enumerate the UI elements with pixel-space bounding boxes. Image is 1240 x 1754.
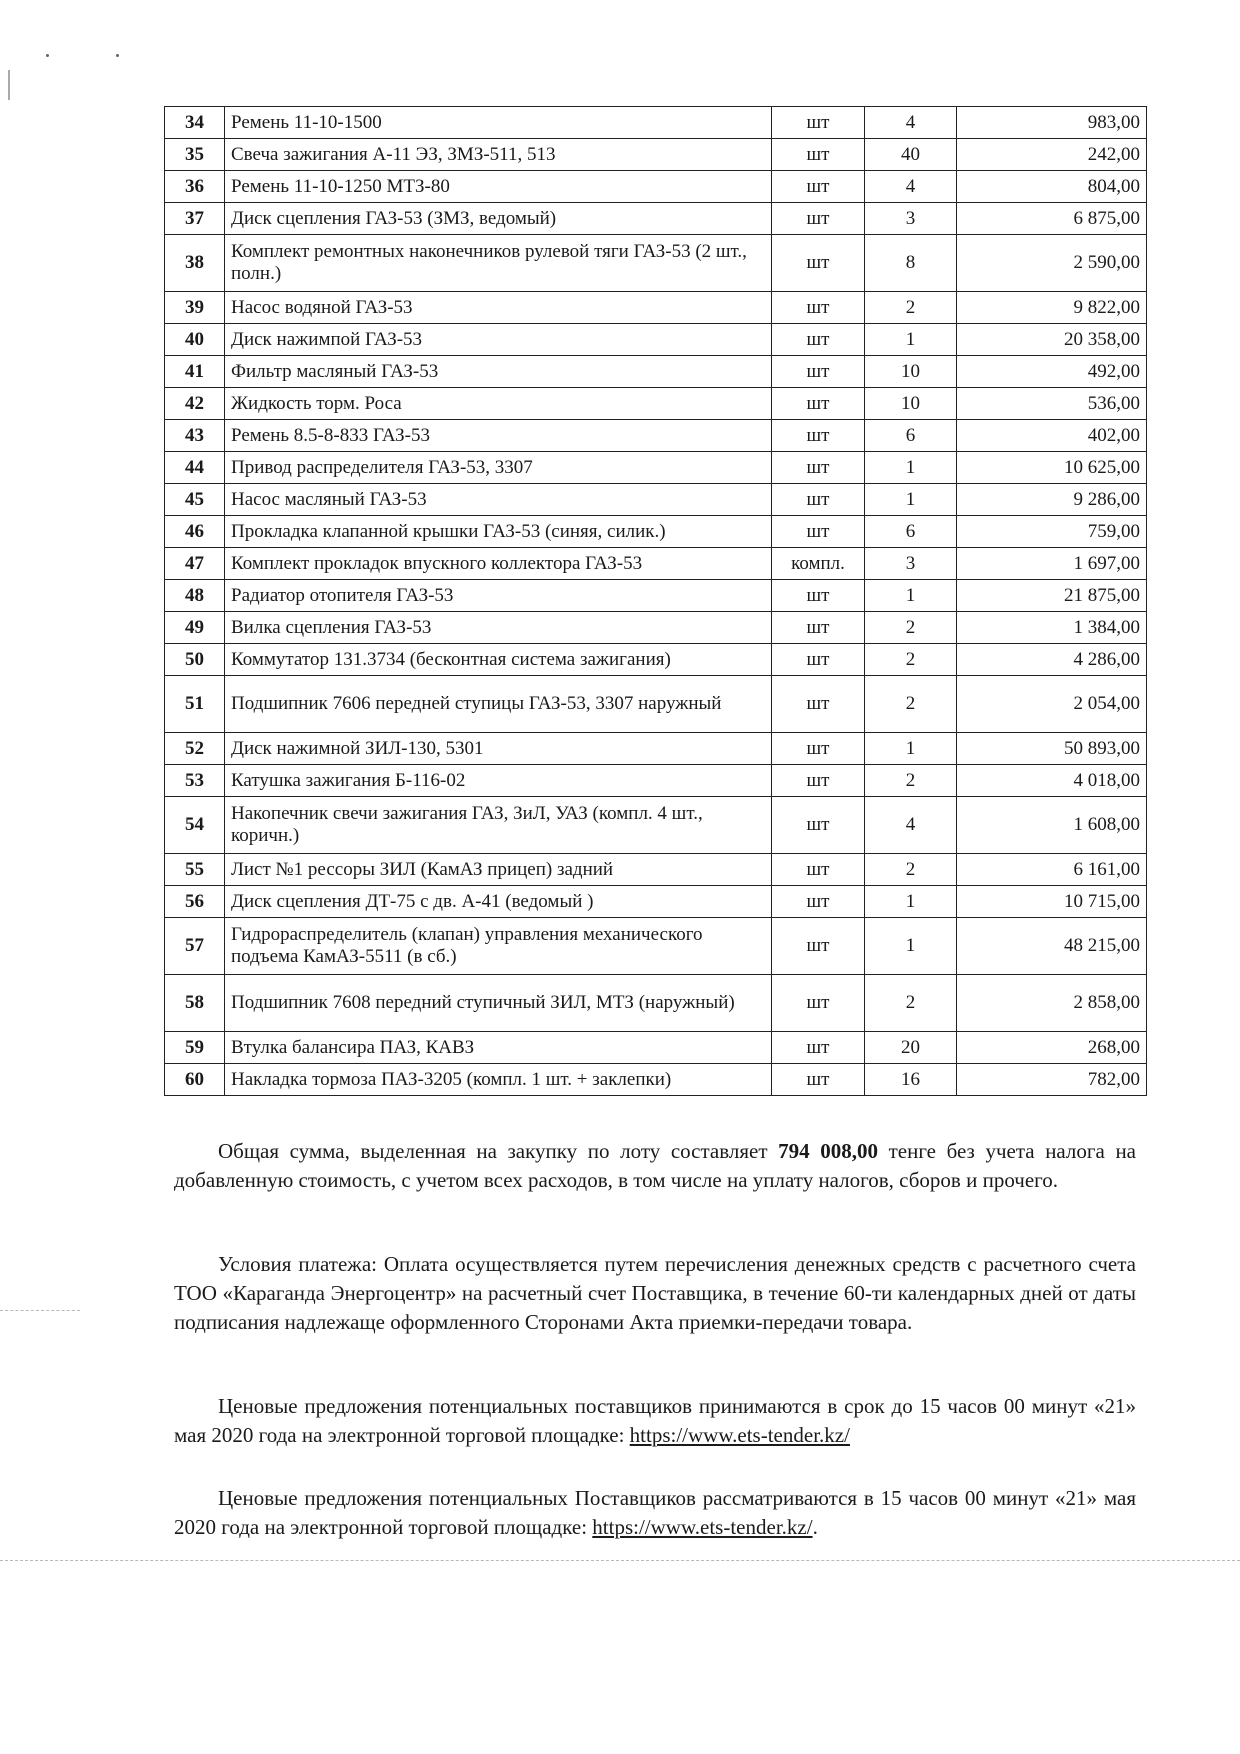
item-price: 9 822,00 (957, 292, 1147, 324)
item-price: 983,00 (957, 107, 1147, 139)
review-suffix: . (812, 1515, 818, 1539)
item-quantity: 1 (865, 733, 957, 765)
item-unit: шт (772, 484, 865, 516)
item-price: 6 161,00 (957, 854, 1147, 886)
row-number: 37 (165, 203, 225, 235)
item-quantity: 6 (865, 516, 957, 548)
item-price: 21 875,00 (957, 580, 1147, 612)
row-number: 59 (165, 1032, 225, 1064)
item-unit: шт (772, 516, 865, 548)
row-number: 55 (165, 854, 225, 886)
table-row (165, 484, 1147, 516)
item-name: Коммутатор 131.3734 (бесконтная система зажигания) (225, 644, 772, 676)
item-name: Втулка балансира ПАЗ, КАВЗ (225, 1032, 772, 1064)
item-unit: шт (772, 324, 865, 356)
table-row (165, 107, 1147, 139)
table-row (165, 676, 1147, 733)
item-quantity: 1 (865, 886, 957, 918)
payment-terms-paragraph (174, 1250, 1136, 1337)
item-quantity: 1 (865, 452, 957, 484)
deadline-link[interactable]: https://www.ets-tender.kz/ (629, 1423, 850, 1447)
items-table (164, 106, 1147, 1096)
review-link[interactable]: https://www.ets-tender.kz/ (592, 1515, 813, 1539)
item-price: 6 875,00 (957, 203, 1147, 235)
table-row (165, 420, 1147, 452)
table-row (165, 139, 1147, 171)
item-unit: шт (772, 235, 865, 292)
row-number: 40 (165, 324, 225, 356)
row-number: 35 (165, 139, 225, 171)
scan-dot (46, 54, 49, 57)
table-row (165, 886, 1147, 918)
item-quantity: 2 (865, 854, 957, 886)
scan-artifact-line (0, 1310, 80, 1311)
item-quantity: 1 (865, 580, 957, 612)
item-price: 10 625,00 (957, 452, 1147, 484)
item-name: Фильтр масляный ГАЗ-53 (225, 356, 772, 388)
item-name: Диск сцепления ГАЗ-53 (ЗМЗ, ведомый) (225, 203, 772, 235)
items-table-wrap (164, 106, 1146, 1096)
item-unit: шт (772, 733, 865, 765)
table-row (165, 324, 1147, 356)
row-number: 36 (165, 171, 225, 203)
item-quantity: 16 (865, 1064, 957, 1096)
row-number: 49 (165, 612, 225, 644)
item-quantity: 1 (865, 918, 957, 975)
deadline-text: Ценовые предложения потенциальных поставщиков принимаются в срок до 15 часов 00 минут «21» мая 2020 года на электронной торговой площадке: (174, 1394, 1136, 1447)
item-price: 759,00 (957, 516, 1147, 548)
deadline-paragraph (174, 1392, 1136, 1450)
item-price: 2 590,00 (957, 235, 1147, 292)
item-quantity: 2 (865, 676, 957, 733)
item-unit: шт (772, 580, 865, 612)
item-price: 48 215,00 (957, 918, 1147, 975)
row-number: 48 (165, 580, 225, 612)
table-row (165, 854, 1147, 886)
item-unit: шт (772, 765, 865, 797)
item-quantity: 4 (865, 107, 957, 139)
table-row (165, 388, 1147, 420)
item-quantity: 4 (865, 797, 957, 854)
item-name: Жидкость торм. Роса (225, 388, 772, 420)
table-row (165, 580, 1147, 612)
scan-artifact-line (0, 1560, 1240, 1561)
item-name: Подшипник 7606 передней ступицы ГАЗ-53, 3307 наружный (225, 676, 772, 733)
item-unit: шт (772, 356, 865, 388)
row-number: 53 (165, 765, 225, 797)
item-name: Катушка зажигания Б-116-02 (225, 765, 772, 797)
item-price: 402,00 (957, 420, 1147, 452)
item-name: Диск нажимной ЗИЛ-130, 5301 (225, 733, 772, 765)
item-name: Радиатор отопителя ГАЗ-53 (225, 580, 772, 612)
item-unit: шт (772, 918, 865, 975)
item-name: Накладка тормоза ПАЗ-3205 (компл. 1 шт. + заклепки) (225, 1064, 772, 1096)
item-unit: шт (772, 107, 865, 139)
row-number: 39 (165, 292, 225, 324)
table-row (165, 1064, 1147, 1096)
item-name: Насос масляный ГАЗ-53 (225, 484, 772, 516)
item-name: Комплект ремонтных наконечников рулевой тяги ГАЗ-53 (2 шт., полн.) (225, 235, 772, 292)
review-paragraph (174, 1484, 1136, 1542)
table-row (165, 797, 1147, 854)
item-name: Накопечник свечи зажигания ГАЗ, ЗиЛ, УАЗ (компл. 4 шт., коричн.) (225, 797, 772, 854)
row-number: 45 (165, 484, 225, 516)
table-row (165, 171, 1147, 203)
item-price: 9 286,00 (957, 484, 1147, 516)
item-price: 1 384,00 (957, 612, 1147, 644)
table-row (165, 644, 1147, 676)
table-row (165, 203, 1147, 235)
item-quantity: 2 (865, 975, 957, 1032)
table-row (165, 235, 1147, 292)
total-text-before: Общая сумма, выделенная на закупку по лоту составляет (218, 1139, 779, 1163)
item-name: Насос водяной ГАЗ-53 (225, 292, 772, 324)
item-quantity: 1 (865, 324, 957, 356)
row-number: 60 (165, 1064, 225, 1096)
row-number: 54 (165, 797, 225, 854)
item-quantity: 4 (865, 171, 957, 203)
row-number: 46 (165, 516, 225, 548)
table-row (165, 765, 1147, 797)
item-name: Ремень 11-10-1500 (225, 107, 772, 139)
item-quantity: 10 (865, 388, 957, 420)
item-quantity: 3 (865, 203, 957, 235)
row-number: 34 (165, 107, 225, 139)
item-unit: шт (772, 420, 865, 452)
row-number: 50 (165, 644, 225, 676)
item-unit: шт (772, 886, 865, 918)
row-number: 56 (165, 886, 225, 918)
table-row (165, 292, 1147, 324)
scan-dot (116, 54, 119, 57)
row-number: 47 (165, 548, 225, 580)
item-quantity: 8 (865, 235, 957, 292)
row-number: 51 (165, 676, 225, 733)
item-name: Комплект прокладок впускного коллектора ГАЗ-53 (225, 548, 772, 580)
item-unit: компл. (772, 548, 865, 580)
item-quantity: 3 (865, 548, 957, 580)
item-name: Лист №1 рессоры ЗИЛ (КамАЗ прицеп) задний (225, 854, 772, 886)
item-price: 782,00 (957, 1064, 1147, 1096)
item-price: 4 286,00 (957, 644, 1147, 676)
item-unit: шт (772, 644, 865, 676)
item-price: 1 608,00 (957, 797, 1147, 854)
row-number: 38 (165, 235, 225, 292)
row-number: 58 (165, 975, 225, 1032)
item-unit: шт (772, 203, 865, 235)
item-price: 536,00 (957, 388, 1147, 420)
table-row (165, 975, 1147, 1032)
item-unit: шт (772, 975, 865, 1032)
item-price: 2 054,00 (957, 676, 1147, 733)
table-row (165, 548, 1147, 580)
item-name: Ремень 8.5-8-833 ГАЗ-53 (225, 420, 772, 452)
item-price: 20 358,00 (957, 324, 1147, 356)
item-name: Привод распределителя ГАЗ-53, 3307 (225, 452, 772, 484)
item-name: Ремень 11-10-1250 МТЗ-80 (225, 171, 772, 203)
item-name: Свеча зажигания А-11 ЭЗ, ЗМЗ-511, 513 (225, 139, 772, 171)
item-quantity: 2 (865, 292, 957, 324)
row-number: 44 (165, 452, 225, 484)
item-quantity: 10 (865, 356, 957, 388)
row-number: 41 (165, 356, 225, 388)
total-text-after: тенге без учета налога на добавленную стоимость, с учетом всех расходов, в том числе на уплату налогов, сборов и прочего. (174, 1139, 1137, 1192)
table-row (165, 612, 1147, 644)
row-number: 57 (165, 918, 225, 975)
row-number: 43 (165, 420, 225, 452)
item-price: 2 858,00 (957, 975, 1147, 1032)
item-quantity: 2 (865, 612, 957, 644)
payment-terms-text: Условия платежа: Оплата осуществляется путем перечисления денежных средств с расчетного счета ТОО «Караганда Энергоцентр» на расчетный счет Поставщика, в течение 60-ти календарных дней от даты подписания надлежаще оформленного Сторонами Акта приемки-передачи товара. (174, 1252, 1136, 1334)
item-price: 804,00 (957, 171, 1147, 203)
item-price: 4 018,00 (957, 765, 1147, 797)
item-name: Вилка сцепления ГАЗ-53 (225, 612, 772, 644)
total-paragraph (174, 1137, 1136, 1195)
item-name: Диск нажимпой ГАЗ-53 (225, 324, 772, 356)
table-row (165, 452, 1147, 484)
item-unit: шт (772, 612, 865, 644)
items-table-body (165, 107, 1147, 1096)
table-row (165, 516, 1147, 548)
item-quantity: 1 (865, 484, 957, 516)
item-unit: шт (772, 292, 865, 324)
item-unit: шт (772, 854, 865, 886)
item-unit: шт (772, 171, 865, 203)
item-unit: шт (772, 676, 865, 733)
item-quantity: 6 (865, 420, 957, 452)
item-quantity: 40 (865, 139, 957, 171)
item-name: Подшипник 7608 передний ступичный ЗИЛ, МТЗ (наружный) (225, 975, 772, 1032)
scan-edge-mark (8, 70, 10, 100)
item-price: 492,00 (957, 356, 1147, 388)
item-quantity: 20 (865, 1032, 957, 1064)
item-name: Прокладка клапанной крышки ГАЗ-53 (синяя, силик.) (225, 516, 772, 548)
item-price: 242,00 (957, 139, 1147, 171)
item-name: Диск сцепления ДТ-75 с дв. А-41 (ведомый ) (225, 886, 772, 918)
total-amount: 794 008,00 (778, 1139, 878, 1163)
item-price: 10 715,00 (957, 886, 1147, 918)
review-text: Ценовые предложения потенциальных Поставщиков рассматриваются в 15 часов 00 минут «21» мая 2020 года на электронной торговой площадке: (174, 1486, 1136, 1539)
table-row (165, 918, 1147, 975)
item-price: 1 697,00 (957, 548, 1147, 580)
table-row (165, 1032, 1147, 1064)
item-unit: шт (772, 139, 865, 171)
item-name: Гидрораспределитель (клапан) управления механического подъема КамАЗ-5511 (в сб.) (225, 918, 772, 975)
item-unit: шт (772, 797, 865, 854)
row-number: 42 (165, 388, 225, 420)
item-unit: шт (772, 1064, 865, 1096)
item-unit: шт (772, 452, 865, 484)
table-row (165, 356, 1147, 388)
item-quantity: 2 (865, 765, 957, 797)
item-price: 268,00 (957, 1032, 1147, 1064)
item-price: 50 893,00 (957, 733, 1147, 765)
item-unit: шт (772, 1032, 865, 1064)
table-row (165, 733, 1147, 765)
item-unit: шт (772, 388, 865, 420)
item-quantity: 2 (865, 644, 957, 676)
row-number: 52 (165, 733, 225, 765)
